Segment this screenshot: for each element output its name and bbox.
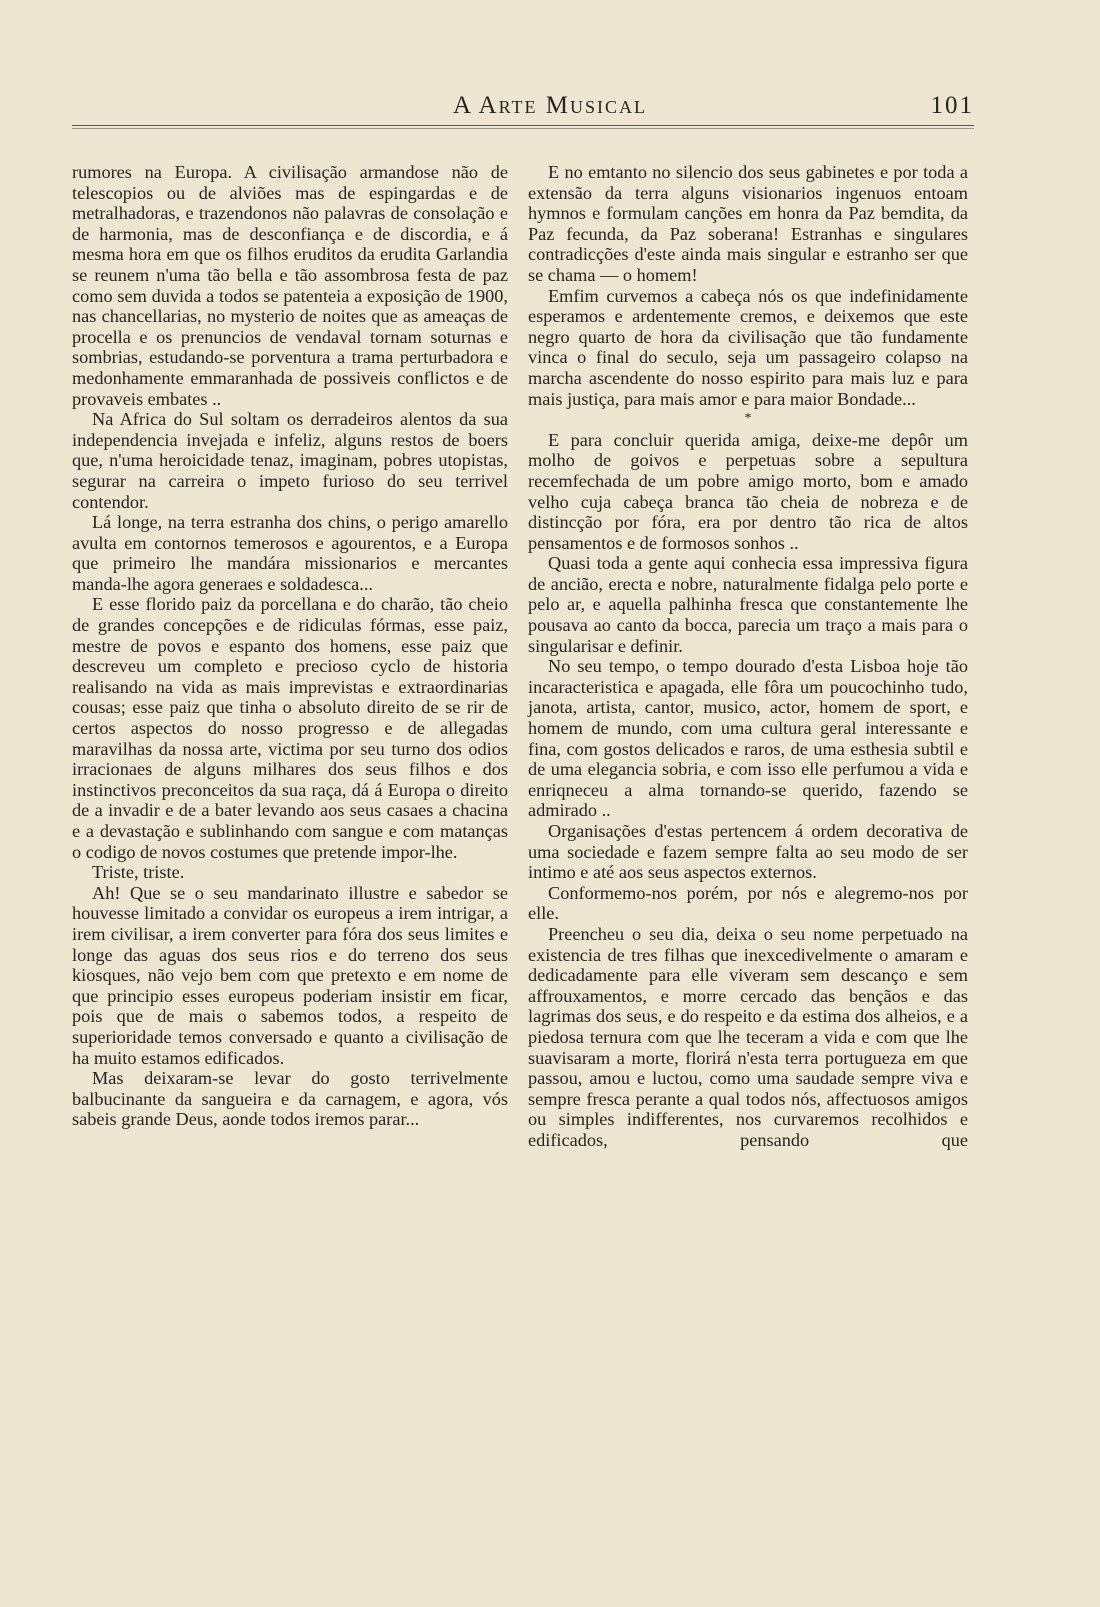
paragraph: Emfim curvemos a cabeça nós os que indefinidamente esperamos e ardentemente cremos, e deixemos que este negro quarto de hora da civilisação que tão fundamente vinca o final do seculo, seja um passageiro colapso na marcha ascendente do nosso espirito para mais luz e para mais justiça, para mais amor e para maior Bondade...	[528, 285, 968, 409]
paragraph: Triste, triste.	[92, 862, 185, 883]
paragraph: E para concluir querida amiga, deixe-me depôr um molho de goivos e perpetuas sobre a sepultura recemfechada de um pobre amigo morto, bom e amado velho cuja cabeça branca tão cheia de nobreza e de distincção por fóra, era por dentro tão rica de altos pensamentos e de formosos sonhos ..	[528, 429, 968, 553]
section-ornament: *	[744, 411, 752, 427]
paragraph: Lá longe, na terra estranha dos chins, o perigo amarello avulta em contornos temerosos e agourentos, e a Europa que primeiro lhe mandára missionarios e mercantes manda-lhe agora generaes e soldadesca...	[72, 512, 508, 594]
left-column	[72, 162, 508, 1130]
paragraph: E esse florido paiz da porcellana e do charão, tão cheio de grandes concepções e de ridiculas fórmas, esse paiz, mestre de povos e espanto dos homens, esse paiz que descreveu um completo e precioso cyclo de historia realisando na vida as mais imprevistas e extraordinarias cousas; esse paiz que tinha o absoluto direito de se rir de certos aspectos do nosso progresso e de allegadas maravilhas da nossa arte, victima por seu turno dos odios irracionaes de alguns milhares dos seus filhos e dos instinctivos preconceitos da sua raça, dá á Europa o direito de a invadir e de a bater levando aos seus casaes a chacina e a devastação e sublinhando com sangue e com matanças o codigo de novos costumes que pretende impor-lhe.	[72, 594, 508, 862]
paragraph: Ah! Que se o seu mandarinato illustre e sabedor se houvesse limitado a convidar os europeus a irem intrigar, a irem civilisar, a irem converter para fóra dos seus limites e longe das aguas dos seus rios e do terreno dos seus kiosques, não vejo bem com que pretexto e em nome de que principio esses europeus poderiam insistir em ficar, pois que de mais o sabemos todos, a respeito de superioridade temos conversado e quanto a civilisação de ha muito estamos edificados.	[72, 882, 508, 1068]
paragraph: Conformemo-nos porém, por nós e alegremo-nos por elle.	[528, 882, 968, 924]
paragraph: Mas deixaram-se levar do gosto terrivelmente balbucinante da sangueira e da carnagem, e agora, vós sabeis grande Deus, aonde todos iremos parar...	[72, 1068, 508, 1130]
paragraph: rumores na Europa. A civilisação armandose não de telescopios ou de alviões mas de espingardas e de metralhadoras, e trazendonos não palavras de consolação e de harmonia, mas de desconfiança e de discordia, e á mesma hora em que os filhos eruditos da erudita Garlandia se reunem n'uma tão bella e tão assombrosa festa de paz como sem duvida a todos se patenteia a exposição de 1900, nas chancellarias, no mysterio de noites que as ameaças de procella e os prenuncios de vendaval tornam soturnas e sombrias, estudando-se porventura a trama perturbadora e medonhamente emmaranhada de possiveis conflictos e de provaveis embates ..	[72, 162, 508, 409]
page-header	[0, 88, 1100, 128]
paragraph: Organisações d'estas pertencem á ordem decorativa de uma sociedade e fazem sempre falta ao seu modo de ser intimo e até aos seus aspectos externos.	[528, 821, 968, 883]
paragraph: E no emtanto no silencio dos seus gabinetes e por toda a extensão da terra alguns visionarios ingenuos entoam hymnos e formulam canções em honra da Paz bemdita, da Paz fecunda, da Paz soberana! Estranhas e singulares contradicções d'este ainda mais singular e estranho ser que se chama — o homem!	[528, 162, 968, 285]
paragraph: No seu tempo, o tempo dourado d'esta Lisboa hoje tão incaracteristica e apagada, elle fôra um poucochinho tudo, janota, artista, cantor, musico, actor, homem de sport, e homem de mundo, com uma cultura geral interessante e fina, com gostos delicados e raros, de uma esthesia subtil e de uma elegancia sobria, e com isso elle perfumou a vida e enriqneceu a alma tornando-se querido, fazendo se admirado ..	[528, 656, 968, 821]
right-column	[528, 162, 968, 1151]
paragraph: Quasi toda a gente aqui conhecia essa impressiva figura de ancião, erecta e nobre, naturalmente fidalga pelo porte e pelo ar, e aquella palhinha fresca que constantemente lhe pousava ao canto da bocca, parecia um traço a mais para o singularisar e definir.	[528, 553, 968, 656]
paragraph: Na Africa do Sul soltam os derradeiros alentos da sua independencia invejada e infeliz, alguns restos de boers que, n'uma heroicidade tenaz, imaginam, pobres utopistas, segurar na carreira o impeto furioso do seu terrivel contendor.	[72, 409, 508, 512]
running-title: A Arte Musical	[453, 92, 647, 119]
header-rule	[72, 125, 974, 129]
page-number: 101	[930, 92, 974, 119]
paragraph: Preencheu o seu dia, deixa o seu nome perpetuado na existencia de tres filhas que inexcedivelmente o amaram e dedicadamente para elle viveram sem descanço e sem affrouxamentos, e morre cercado das bençãos e das lagrimas dos seus, e do respeito e da estima dos alheios, e a piedosa ternura com que lhe teceram a vida e com que lhe suavisaram a morte, florirá n'esta terra portugueza em que passou, amou e luctou, como uma saudade sempre viva e sempre fresca perante a qual todos nós, affectuosos amigos ou simples indifferentes, nos curvaremos recolhidos e edificados, pensando que	[528, 923, 968, 1150]
